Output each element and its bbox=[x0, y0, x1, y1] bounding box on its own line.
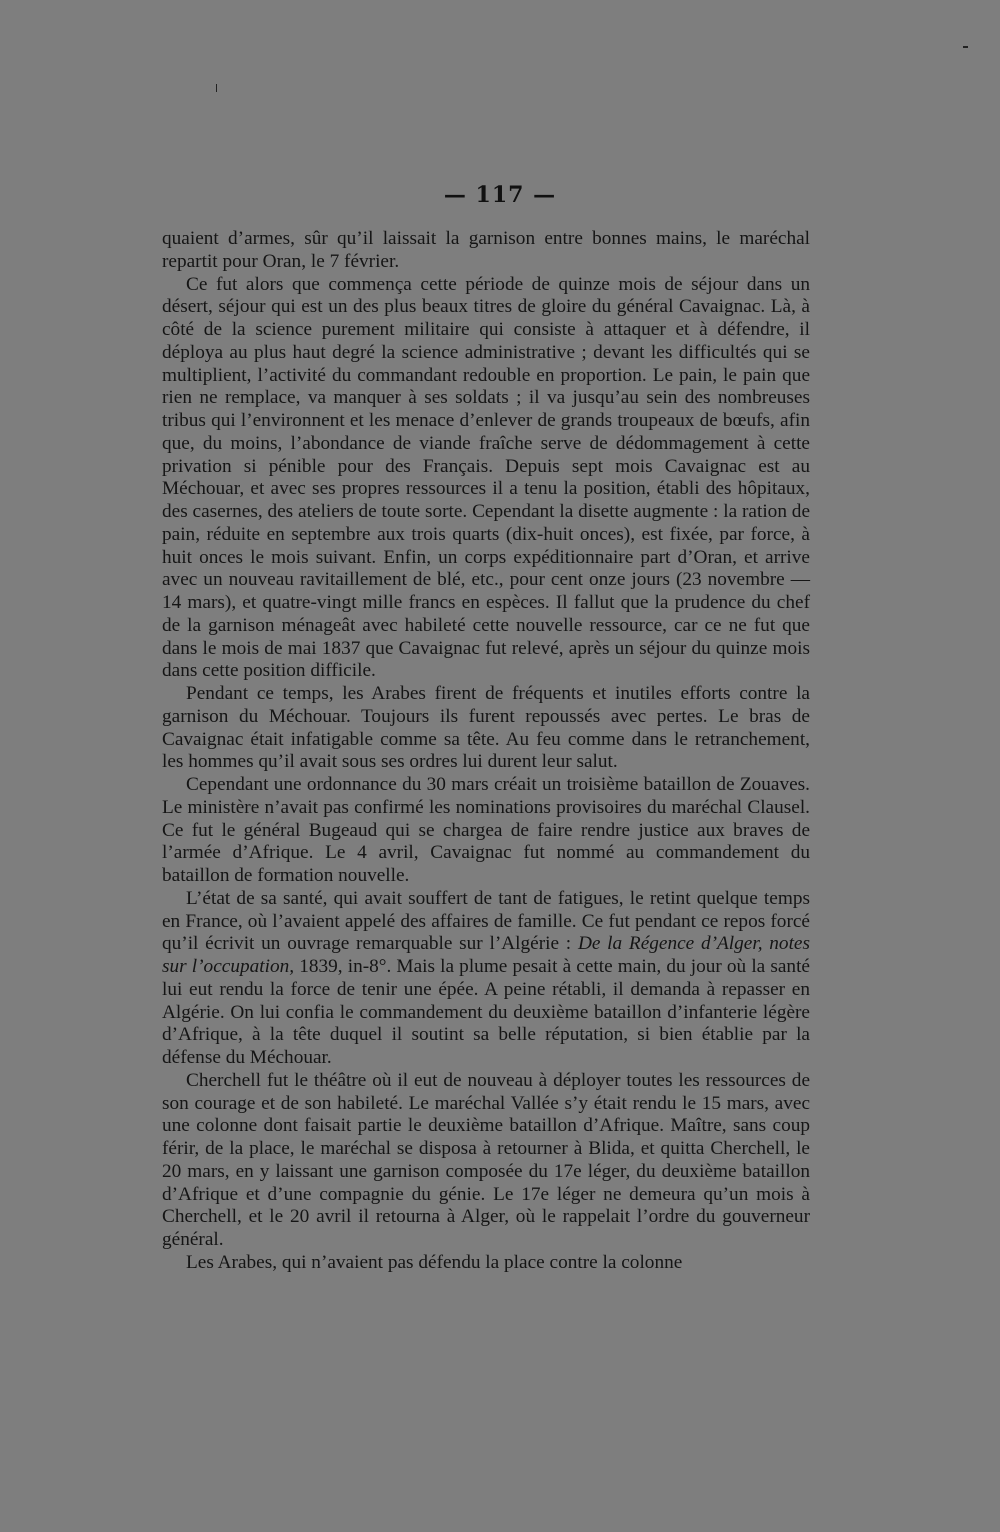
paragraph-5-start: L’état de sa santé, qui avait souffert de tant de fatigues, le retint quelque temps en France, où l’avaient appelé des affaires de famille. Ce fut pendant ce repos forcé qu’il écrivit un ouvrage remarquable sur l’Algérie : bbox=[162, 887, 810, 955]
paragraph-6: Cherchell fut le théâtre où il eut de nouveau à déployer toutes les ressources de son courage et de son habileté. Le maréchal Vallée s’y était rendu le 15 mars, avec une colonne dont faisait partie le deuxième bataillon d’Afrique. Maître, sans coup férir, de la place, le maréchal se disposa à retourner à Blida, et quitta Cherchell, le 20 mars, en y laissant une garnison composée du 17e léger, du deuxième bataillon d’Afrique et d’une compagnie du génie. Le 17e léger ne demeura qu’un mois à Cherchell, et le 20 avril il retourna à Alger, où le rappelait l’ordre du gouverneur général. bbox=[162, 1069, 810, 1250]
paragraph-2: Ce fut alors que commença cette période de quinze mois de séjour dans un désert, séjour qui est un des plus beaux titres de gloire du général Cavaignac. Là, à côté de la science purement militaire qui consiste à attaquer et à défendre, il déploya au plus haut degré la science administrative ; devant les difficultés qui se multiplient, l’activité du commandant redouble en proportion. Le pain, le pain que rien ne remplace, va manquer à ses soldats ; il va jusqu’au sein des nombreuses tribus qui l’environnent et les menace d’enlever de grands troupeaux de bœufs, afin que, du moins, l’abondance de viande fraîche serve de dédommagement à cette privation si pénible pour des Français. Depuis sept mois Cavaignac est au Méchouar, et avec ses propres ressources il a tenu la position, établi des hôpitaux, des casernes, des ateliers de toute sorte. Cependant la disette augmente : la ration de pain, réduite en septembre aux trois quarts (dix-huit onces), est fixée, par force, à huit onces le mois suivant. Enfin, un corps expéditionnaire part d’Oran, et arrive avec un nouveau ravitaillement de blé, etc., pour cent onze jours (23 novembre — 14 mars), et quatre-vingt mille francs en espèces. Il fallut que la prudence du chef de la garnison ménageât avec habileté cette nouvelle ressource, car ce ne fut que dans le mois de mai 1837 que Cavaignac fut relevé, après un séjour du quinze mois dans cette position difficile. bbox=[162, 273, 810, 682]
scan-speck bbox=[216, 84, 217, 92]
paragraph-5-end: 1839, in-8°. Mais la plume pesait à cette main, du jour où la santé lui eut rendu la force de tenir une épée. A peine rétabli, il demanda à repasser en Algérie. On lui confia le commandement du deuxième bataillon d’infanterie légère d’Afrique, à la tête duquel il soutint sa belle réputation, si bien établie par la défense du Méchouar. bbox=[162, 956, 810, 1068]
scan-speck bbox=[963, 46, 968, 48]
book-title: De la Régence d’Alger, notes sur l’occupation, bbox=[162, 933, 810, 977]
paragraph-1: quaient d’armes, sûr qu’il laissait la garnison entre bonnes mains, le maréchal repartit pour Oran, le 7 février. bbox=[162, 228, 810, 272]
body-text bbox=[162, 228, 810, 1275]
page-number: — 117 — bbox=[443, 182, 557, 208]
paragraph-4: Cependant une ordonnance du 30 mars créait un troisième bataillon de Zouaves. Le ministère n’avait pas confirmé les nominations provisoires du maréchal Clausel. Ce fut le général Bugeaud qui se chargea de faire rendre justice aux braves de l’armée d’Afrique. Le 4 avril, Cavaignac fut nommé au commandement du bataillon de formation nouvelle. bbox=[162, 774, 810, 886]
paragraph-3: Pendant ce temps, les Arabes firent de fréquents et inutiles efforts contre la garnison du Méchouar. Toujours ils furent repoussés avec pertes. Le bras de Cavaignac était infatigable comme sa tête. Au feu comme dans le retranchement, les hommes qu’il avait sous ses ordres lui durent leur salut. bbox=[162, 683, 810, 773]
paragraph-5 bbox=[162, 888, 810, 1070]
paragraph-7: Les Arabes, qui n’avaient pas défendu la place contre la colonne bbox=[186, 1251, 683, 1273]
